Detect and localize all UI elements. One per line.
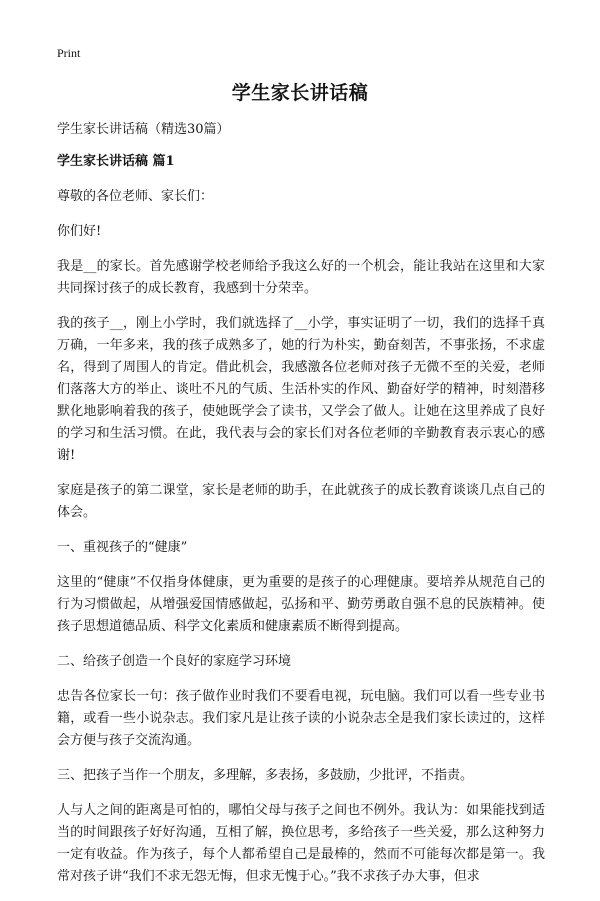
section-heading: 学生家长讲话稿 篇1 (57, 154, 175, 169)
paragraph-friendship: 人与人之间的距离是可怕的，哪怕父母与孩子之间也不例外。我认为：如果能找到适当的时间跟孩子好好沟通，互相了解，换位思考，多给孩子一些关爱，那么这种努力一定有收益。作为孩子，每个人都希望自己是最棒的，然而不可能每次都是第一。我常对孩子讲“我们不求无怨无悔，但求无愧于心。”我不求孩子办大事，但求 (57, 803, 545, 884)
document-title: 学生家长讲话稿 (231, 82, 369, 104)
paragraph-family-classroom: 家庭是孩子的第二课堂，家长是老师的助手，在此就孩子的成长教育谈谈几点自己的体会。 (57, 483, 545, 520)
paragraph-intro: 我是__的家长。首先感谢学校老师给予我这么好的一个机会，能让我站在这里和大家共同探讨孩子的成长教育，我感到十分荣幸。 (57, 259, 545, 296)
document-subtitle: 学生家长讲话稿（精选30篇） (57, 122, 230, 137)
point-heading-3: 三、把孩子当作一个朋友，多理解，多表扬，多鼓励，少批评，不指责。 (57, 768, 474, 783)
paragraph-health: 这里的“健康”不仅指身体健康，更为重要的是孩子的心理健康。要培养从规范自己的行为习惯做起，从增强爱国情感做起，弘扬和平、勤劳勇敢自强不息的民族精神。使孩子思想道德品质、科学文化素质和健康素质不断得到提高。 (57, 575, 545, 634)
point-heading-1: 一、重视孩子的“健康” (57, 540, 188, 555)
paragraph-salutation: 尊敬的各位老师、家长们： (57, 189, 214, 204)
document-body (57, 119, 545, 901)
paragraph-child-story: 我的孩子__，刚上小学时，我们就选择了__小学，事实证明了一切，我们的选择千真万确，一年多来，我的孩子成熟多了，她的行为朴实，勤奋刻苦，不事张扬，不求虚名，得到了周围人的肯定。借此机会，我感激各位老师对孩子无微不至的关爱，老师们落落大方的举止、谈吐不凡的气质、生活朴实的作风、勤奋好学的精神，时刻潜移默化地影响着我的孩子，使她既学会了读书，又学会了做人。让她在这里养成了良好的学习和生活习惯。在此，我代表与会的家长们对各位老师的辛勤教育表示衷心的感谢! (57, 316, 545, 463)
point-heading-2: 二、给孩子创造一个良好的家庭学习环境 (57, 654, 292, 669)
paragraph-greeting: 你们好! (57, 224, 102, 239)
paragraph-environment: 忠告各位家长一句：孩子做作业时我们不要看电视，玩电脑。我们可以看一些专业书籍，或看一些小说杂志。我们家凡是让孩子读的小说杂志全是我们家长读过的，这样会方便与孩子交流沟通。 (57, 689, 545, 748)
print-link[interactable]: Print (57, 46, 81, 60)
